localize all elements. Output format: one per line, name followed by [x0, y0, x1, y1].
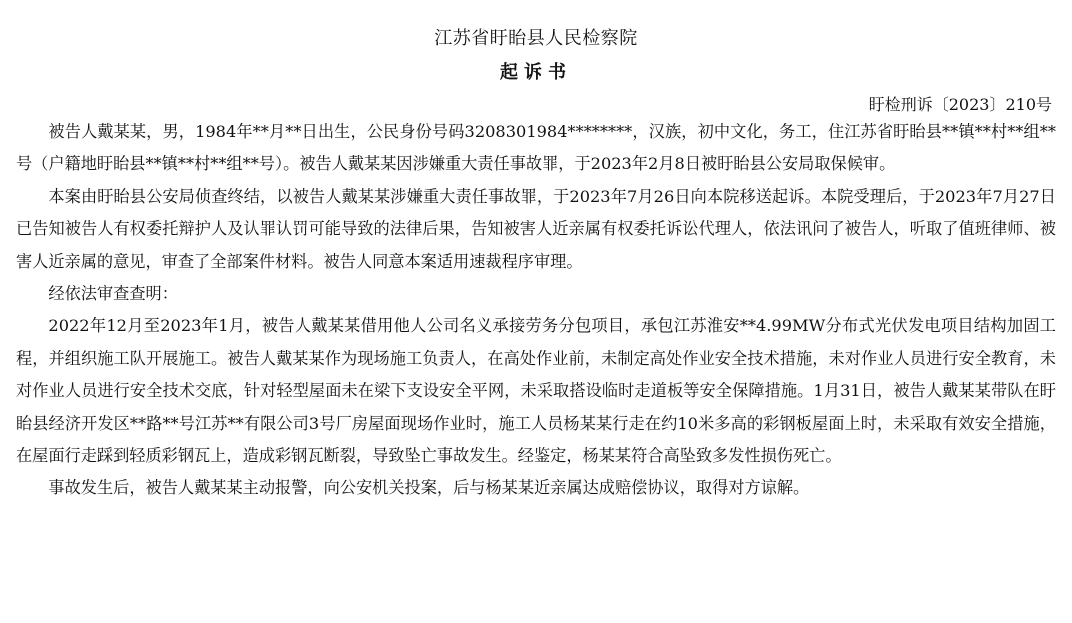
- paragraph-findings-intro: 经依法审查查明：: [48, 284, 178, 304]
- paragraph-after-accident: 事故发生后，被告人戴某某主动报警，向公安机关投案，后与杨某某近亲属达成赔偿协议，取得对方谅解。: [48, 478, 810, 498]
- document-number: 盱检刑诉〔2023〕210号: [868, 95, 1052, 114]
- paragraph-defendant-info: 被告人戴某某，男，1984年**月**日出生，公民身份号码3208301984********，汉族，初中文化，务工，住江苏省盱眙县**镇**村**组**号（户籍地盱眙县**镇**村**组**号）。被告人戴某某因涉嫌重大责任事故罪，于2023年2月8日被盱眙县公安局取保候审。: [16, 122, 1056, 174]
- document-title: 起诉书: [500, 62, 572, 83]
- paragraph-facts: 2022年12月至2023年1月，被告人戴某某借用他人公司名义承接劳务分包项目，承包江苏淮安**4.99MW分布式光伏发电项目结构加固工程，并组织施工队开展施工。被告人戴某某作为现场施工负责人，在高处作业前，未制定高处作业安全技术措施，未对作业人员进行安全教育，未对作业人员进行安全技术交底，针对轻型屋面未在梁下支设安全平网，未采取搭设临时走道板等安全保障措施。1月31日，被告人戴某某带队在盱眙县经济开发区**路**号江苏**有限公司3号厂房屋面现场作业时，施工人员杨某某行走在约10米多高的彩钢板屋面上时，未采取有效安全措施，在屋面行走踩到轻质彩钢瓦上，造成彩钢瓦断裂，导致坠亡事故发生。经鉴定，杨某某符合高坠致多发性损伤死亡。: [16, 316, 1056, 466]
- indictment-document: [16, 0, 1056, 505]
- organization-name: 江苏省盱眙县人民检察院: [434, 28, 638, 49]
- paragraph-case-procedure: 本案由盱眙县公安局侦查终结，以被告人戴某某涉嫌重大责任事故罪，于2023年7月26日向本院移送起诉。本院受理后，于2023年7月27日已告知被告人有权委托辩护人及认罪认罚可能导致的法律后果，告知被害人近亲属有权委托诉讼代理人，依法讯问了被告人，听取了值班律师、被害人近亲属的意见，审查了全部案件材料。被告人同意本案适用速裁程序审理。: [16, 186, 1056, 271]
